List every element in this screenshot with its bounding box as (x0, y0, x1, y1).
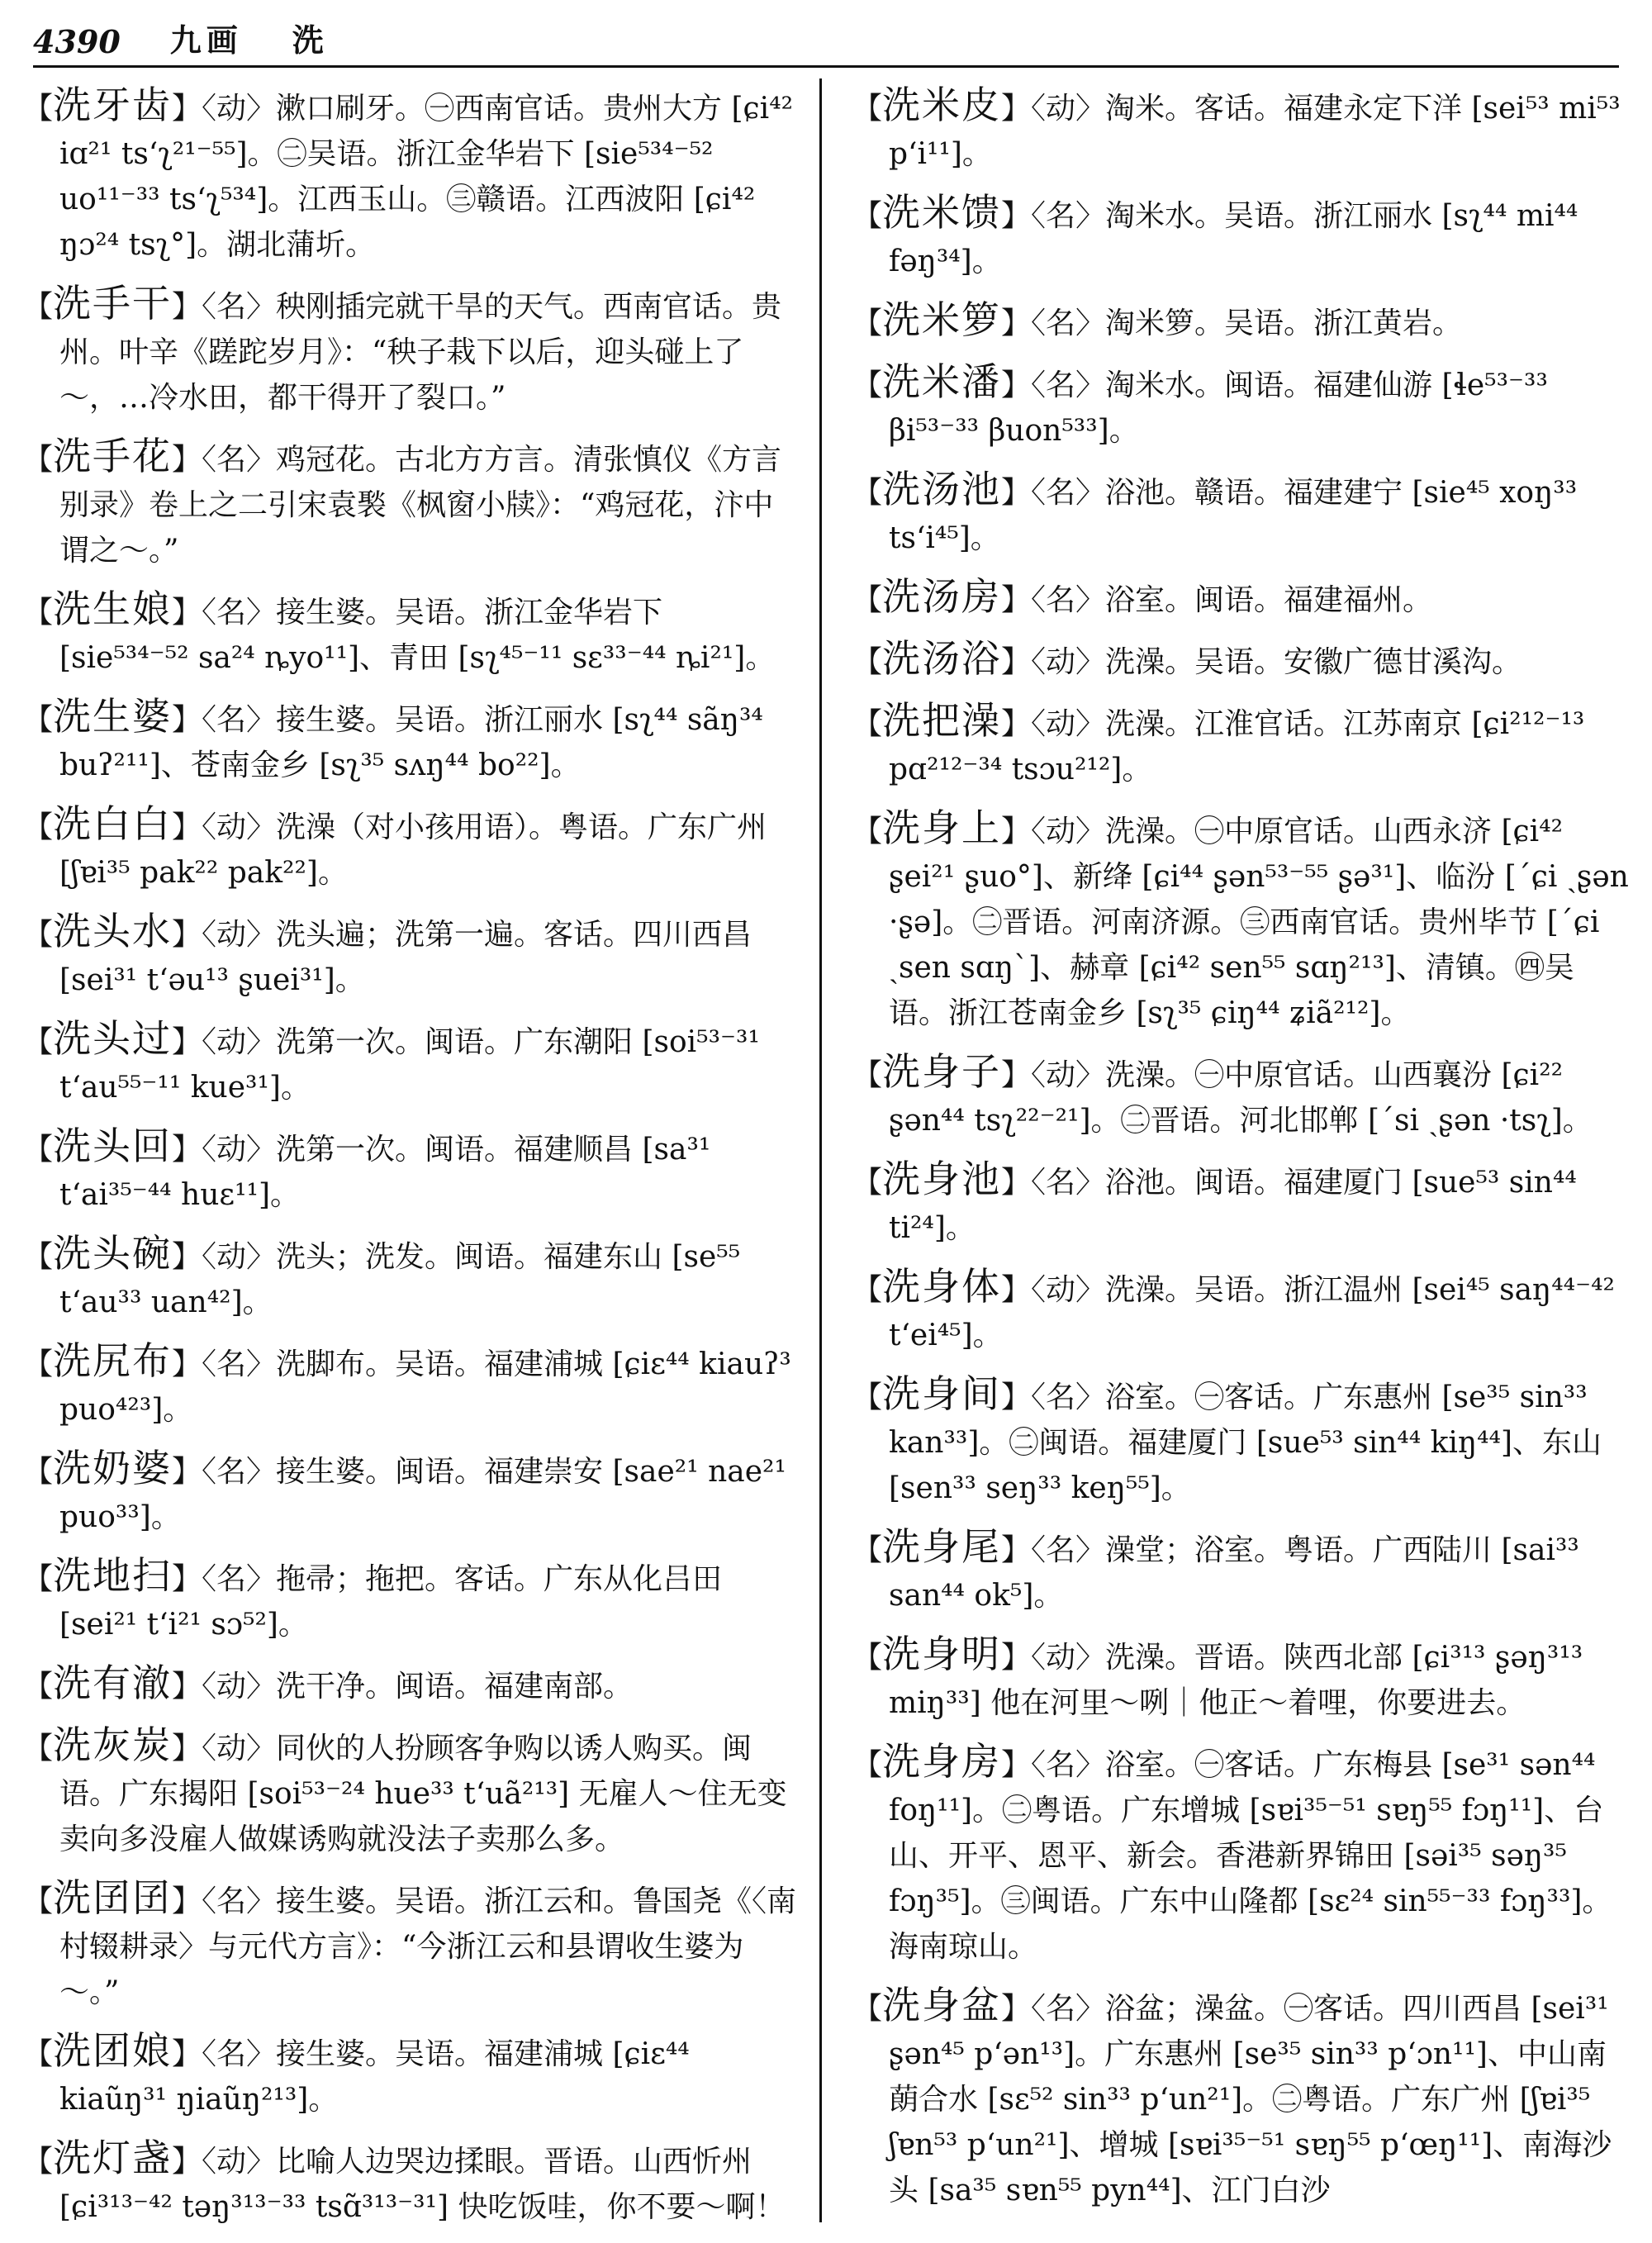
right-column (852, 83, 1629, 2226)
entry-definition: 〈名〉浴池。闽语。福建厦门 [sue⁵³ sin⁴⁴ ti²⁴]。 (889, 1166, 1577, 1245)
entry-headword: 洗身上 (882, 805, 1002, 850)
dictionary-entry: 【洗米箩】〈名〉淘米箩。吴语。浙江黄岩。 (852, 297, 1463, 342)
dictionary-entry: 【洗身上】〈动〉洗澡。㊀中原官话。山西永济 [ɕi⁴² ʂei²¹ ʂuo°]、新绛 [ɕi⁴⁴ ʂən⁵³⁻⁵⁵ ʂə³¹]、临汾 [ˊɕi ˏʂən ·ʂə]。㊁晋语。河南济源。㊂西南官话。贵州毕节 [ˊɕi ˏsen sɑŋˋ]、赫章 [ɕi⁴² sen⁵⁵ sɑŋ²¹³]、清镇。㊃吴语。浙江苍南金乡 [sʅ³⁵ ɕiŋ⁴⁴ ʑiã²¹²]。 (852, 805, 1629, 1030)
entry-headword: 洗把澡 (882, 698, 1002, 743)
entry-definition: 〈名〉淘米水。吴语。浙江丽水 [sʅ⁴⁴ mi⁴⁴ fəŋ³⁴]。 (889, 199, 1578, 278)
entry-headword: 洗身明 (882, 1632, 1002, 1676)
entry-headword: 洗米箩 (882, 297, 1002, 342)
dictionary-entry: 【洗汤房】〈名〉浴室。闽语。福建福州。 (852, 574, 1433, 619)
entry-definition: 〈动〉同伙的人扮顾客争购以诱人购买。闽语。广东揭阳 [soi⁵³⁻²⁴ hue³³ tʻuã²¹³] 无雇人～住无变卖向多没雇人做媒诱购就没法子卖那么多。 (59, 1732, 787, 1856)
dictionary-entry: 【洗手干】〈名〉秧刚插完就干旱的天气。西南官话。贵州。叶辛《蹉跎岁月》：“秧子栽下以后，迎头碰上了～，…冷水田，都干得开了裂口。” (23, 281, 782, 415)
section-char: 洗 (292, 21, 324, 59)
dictionary-entry: 【洗身子】〈动〉洗澡。㊀中原官话。山西襄汾 [ɕi²² ʂən⁴⁴ tsʅ²²⁻²¹]。㊁晋语。河北邯郸 [ˊsi ˏʂən ·tsʅ]。 (852, 1049, 1593, 1138)
dictionary-entry: 【洗奶婆】〈名〉接生婆。闽语。福建崇安 [sae²¹ nae²¹ puo³³]。 (23, 1446, 786, 1534)
entry-headword: 洗手干 (53, 281, 173, 326)
entry-headword: 洗团娘 (53, 2028, 173, 2073)
entry-definition: 〈动〉洗干净。闽语。福建南部。 (202, 1670, 634, 1704)
dictionary-entry: 【洗身间】〈名〉浴室。㊀客话。广东惠州 [se³⁵ sin³³ kan³³]。㊁闽语。福建厦门 [sue⁵³ sin⁴⁴ kiŋ⁴⁴]、东山 [sen³³ seŋ³³ keŋ⁵⁵]。 (852, 1371, 1602, 1505)
dictionary-entry: 【洗有澈】〈动〉洗干净。闽语。福建南部。 (23, 1661, 634, 1705)
entry-headword: 洗身房 (882, 1739, 1002, 1784)
dictionary-entry: 【洗汤池】〈名〉浴池。赣语。福建建宁 [sie⁴⁵ xoŋ³³ tsʻi⁴⁵]。 (852, 467, 1578, 555)
entry-headword: 洗身体 (882, 1264, 1002, 1309)
entry-headword: 洗尻布 (53, 1338, 173, 1383)
entry-definition: 〈名〉浴池。赣语。福建建宁 [sie⁴⁵ xoŋ³³ tsʻi⁴⁵]。 (889, 476, 1578, 555)
entry-definition: 〈动〉淘米。客话。福建永定下洋 [sei⁵³ mi⁵³ pʻi¹¹]。 (889, 92, 1621, 171)
entry-headword: 洗汤房 (882, 574, 1002, 619)
dictionary-entry: 【洗身体】〈动〉洗澡。吴语。浙江温州 [sei⁴⁵ saŋ⁴⁴⁻⁴² tʻei⁴⁵]。 (852, 1264, 1615, 1352)
dictionary-entry: 【洗身池】〈名〉浴池。闽语。福建厦门 [sue⁵³ sin⁴⁴ ti²⁴]。 (852, 1157, 1577, 1245)
dictionary-entry: 【洗头碗】〈动〉洗头；洗发。闽语。福建东山 [se⁵⁵ tʻau³³ uan⁴²]。 (23, 1231, 741, 1319)
entry-definition: 〈动〉洗澡。江淮官话。江苏南京 [ɕi²¹²⁻¹³ pɑ²¹²⁻³⁴ tsɔu²¹²]。 (889, 707, 1585, 786)
entry-definition: 〈名〉浴室。㊀客话。广东惠州 [se³⁵ sin³³ kan³³]。㊁闽语。福建厦门 [sue⁵³ sin⁴⁴ kiŋ⁴⁴]、东山 [sen³³ seŋ³³ keŋ⁵⁵]。 (889, 1380, 1602, 1505)
dictionary-entry: 【洗手花】〈名〉鸡冠花。古北方方言。清张慎仪《方言别录》卷上之二引宋袁褧《枫窗小牍》：“鸡冠花，汴中谓之～。” (23, 434, 782, 568)
dictionary-entry: 【洗灯盏】〈动〉比喻人边哭边揉眼。晋语。山西忻州 [ɕi³¹³⁻⁴² təŋ³¹³⁻³³ tsɑ̃³¹³⁻³¹] 快吃饭哇，你不要～啊！ (23, 2136, 786, 2224)
dictionary-entry: 【洗头水】〈动〉洗头遍；洗第一遍。客话。四川西昌 [sei³¹ tʻəu¹³ ʂuei³¹]。 (23, 909, 752, 997)
entry-definition: 〈名〉接生婆。吴语。浙江丽水 [sʅ⁴⁴ sãŋ³⁴ buʔ²¹¹]、苍南金乡 [sʅ³⁵ sʌŋ⁴⁴ bo²²]。 (59, 703, 763, 782)
entry-headword: 洗身子 (882, 1049, 1002, 1094)
entry-headword: 洗地扫 (53, 1553, 173, 1598)
entry-definition: 〈名〉澡堂；浴室。粤语。广西陆川 [sai³³ san⁴⁴ ok⁵]。 (889, 1533, 1579, 1613)
entry-headword: 洗手花 (53, 434, 173, 478)
dictionary-entry: 【洗米皮】〈动〉淘米。客话。福建永定下洋 [sei⁵³ mi⁵³ pʻi¹¹]。 (852, 83, 1621, 171)
entry-definition: 〈动〉洗澡。吴语。浙江温州 [sei⁴⁵ saŋ⁴⁴⁻⁴² tʻei⁴⁵]。 (889, 1273, 1615, 1352)
dictionary-entry: 【洗团娘】〈名〉接生婆。吴语。福建浦城 [ɕiɛ⁴⁴ kiaũŋ³¹ ŋiaũŋ²¹³]。 (23, 2028, 690, 2117)
dictionary-entry: 【洗身尾】〈名〉澡堂；浴室。粤语。广西陆川 [sai³³ san⁴⁴ ok⁵]。 (852, 1524, 1579, 1613)
entry-definition: 〈名〉接生婆。吴语。福建浦城 [ɕiɛ⁴⁴ kiaũŋ³¹ ŋiaũŋ²¹³]。 (59, 2037, 690, 2117)
section-label: 九画 (169, 21, 243, 59)
entry-headword: 洗米皮 (882, 83, 1002, 127)
entry-headword: 洗汤浴 (882, 636, 1002, 681)
entry-definition: 〈动〉洗澡。吴语。安徽广德甘溪沟。 (1031, 645, 1522, 679)
entry-headword: 洗头回 (53, 1124, 173, 1168)
dictionary-entry: 【洗身房】〈名〉浴室。㊀客话。广东梅县 [se³¹ sən⁴⁴ foŋ¹¹]。㊁粤语。广东增城 [sɐi³⁵⁻⁵¹ sɐŋ⁵⁵ fɔŋ¹¹]、台山、开平、恩平、新会。香港新界锦田 [səi³⁵ səŋ³⁵ fɔŋ³⁵]。㊂闽语。广东中山隆都 [sɛ²⁴ sin⁵⁵⁻³³ fɔŋ³³]。海南琼山。 (852, 1739, 1612, 1964)
entry-definition: 〈动〉洗澡。㊀中原官话。山西永济 [ɕi⁴² ʂei²¹ ʂuo°]、新绛 [ɕi⁴⁴ ʂən⁵³⁻⁵⁵ ʂə³¹]、临汾 [ˊɕi ˏʂən ·ʂə]。㊁晋语。河南济源。㊂西南官话。贵州毕节 [ˊɕi ˏsen sɑŋˋ]、赫章 [ɕi⁴² sen⁵⁵ sɑŋ²¹³]、清镇。㊃吴语。浙江苍南金乡 [sʅ³⁵ ɕiŋ⁴⁴ ʑiã²¹²]。 (889, 815, 1629, 1030)
dictionary-entry: 【洗汤浴】〈动〉洗澡。吴语。安徽广德甘溪沟。 (852, 636, 1522, 681)
dictionary-entry: 【洗头回】〈动〉洗第一次。闽语。福建顺昌 [sa³¹ tʻai³⁵⁻⁴⁴ huɛ¹¹]。 (23, 1124, 711, 1212)
entry-headword: 洗白白 (53, 801, 173, 846)
dictionary-entry: 【洗米馈】〈名〉淘米水。吴语。浙江丽水 [sʅ⁴⁴ mi⁴⁴ fəŋ³⁴]。 (852, 190, 1578, 278)
entry-definition: 〈动〉洗澡。晋语。陕西北部 [ɕi³¹³ ʂəŋ³¹³ miŋ³³] 他在河里～咧｜他正～着哩，你要进去。 (889, 1641, 1583, 1720)
entry-definition: 〈名〉浴盆；澡盆。㊀客话。四川西昌 [sei³¹ ʂən⁴⁵ pʻən¹³]。广东惠州 [se³⁵ sin³³ pʻɔn¹¹]、中山南蓢合水 [sɛ⁵² sin³³ pʻun²¹]。㊁粤语。广东广州 [ʃɐi³⁵ ʃɐn⁵³ pʻun²¹]、增城 [sɐi³⁵⁻⁵¹ sɐŋ⁵⁵ pʻœŋ¹¹]、南海沙头 [sa³⁵ sɐn⁵⁵ pyn⁴⁴]、江门白沙 (889, 1992, 1612, 2207)
entry-definition: 〈名〉淘米水。闽语。福建仙游 [ɬe⁵³⁻³³ βi⁵³⁻³³ βuon⁵³³]。 (889, 368, 1548, 448)
entry-headword: 洗头过 (53, 1016, 173, 1061)
entry-definition: 〈名〉浴室。闽语。福建福州。 (1031, 583, 1433, 617)
entry-definition: 〈动〉洗第一次。闽语。广东潮阳 [soi⁵³⁻³¹ tʻau⁵⁵⁻¹¹ kue³¹]。 (59, 1025, 760, 1105)
dictionary-entry: 【洗囝囝】〈名〉接生婆。吴语。浙江云和。鲁国尧《〈南村辍耕录〉与元代方言》：“今浙江云和县谓收生婆为～。” (23, 1875, 797, 2009)
entry-definition: 〈名〉接生婆。吴语。浙江金华岩下 [sie⁵³⁴⁻⁵² sa²⁴ ȵyo¹¹]、青田 [sʅ⁴⁵⁻¹¹ sɛ³³⁻⁴⁴ ȵi²¹]。 (59, 596, 776, 675)
left-column (23, 83, 800, 2243)
entry-headword: 洗身间 (882, 1371, 1002, 1416)
entry-headword: 洗汤池 (882, 467, 1002, 511)
dictionary-entry: 【洗米潘】〈名〉淘米水。闽语。福建仙游 [ɬe⁵³⁻³³ βi⁵³⁻³³ βuon⁵³³]。 (852, 359, 1548, 448)
entry-headword: 洗有澈 (53, 1661, 173, 1705)
entry-definition: 〈动〉比喻人边哭边揉眼。晋语。山西忻州 [ɕi³¹³⁻⁴² təŋ³¹³⁻³³ tsɑ̃³¹³⁻³¹] 快吃饭哇，你不要～啊！ (59, 2145, 786, 2224)
entry-headword: 洗囝囝 (53, 1875, 173, 1920)
entry-headword: 洗头水 (53, 909, 173, 953)
page-number: 4390 (33, 23, 121, 60)
entry-headword: 洗身盆 (882, 1983, 1002, 2027)
dictionary-entry: 【洗身盆】〈名〉浴盆；澡盆。㊀客话。四川西昌 [sei³¹ ʂən⁴⁵ pʻən¹³]。广东惠州 [se³⁵ sin³³ pʻɔn¹¹]、中山南蓢合水 [sɛ⁵² sin³³ pʻun²¹]。㊁粤语。广东广州 [ʃɐi³⁵ ʃɐn⁵³ pʻun²¹]、增城 [sɐi³⁵⁻⁵¹ sɐŋ⁵⁵ pʻœŋ¹¹]、南海沙头 [sa³⁵ sɐn⁵⁵ pyn⁴⁴]、江门白沙 (852, 1983, 1612, 2207)
entry-headword: 洗身尾 (882, 1524, 1002, 1569)
entry-headword: 洗米馈 (882, 190, 1002, 235)
entry-definition: 〈动〉洗第一次。闽语。福建顺昌 [sa³¹ tʻai³⁵⁻⁴⁴ huɛ¹¹]。 (59, 1133, 711, 1212)
entry-definition: 〈动〉漱口刷牙。㊀西南官话。贵州大方 [ɕi⁴² iɑ²¹ tsʻʅ²¹⁻⁵⁵]。㊁吴语。浙江金华岩下 [sie⁵³⁴⁻⁵² uo¹¹⁻³³ tsʻʅ⁵³⁴]。江西玉山。㊂赣语。江西波阳 [ɕi⁴² ŋɔ²⁴ tsʅ°]。湖北蒲圻。 (59, 92, 794, 262)
dictionary-entry: 【洗生娘】〈名〉接生婆。吴语。浙江金华岩下 [sie⁵³⁴⁻⁵² sa²⁴ ȵyo¹¹]、青田 [sʅ⁴⁵⁻¹¹ sɛ³³⁻⁴⁴ ȵi²¹]。 (23, 587, 776, 675)
entry-definition: 〈名〉洗脚布。吴语。福建浦城 [ɕiɛ⁴⁴ kiauʔ³ puo⁴²³]。 (59, 1347, 791, 1427)
entry-headword: 洗奶婆 (53, 1446, 173, 1490)
page-header (33, 15, 1619, 68)
entry-definition: 〈名〉拖帚；拖把。客话。广东从化吕田 [sei²¹ tʻi²¹ sɔ⁵²]。 (59, 1562, 723, 1642)
entry-definition: 〈动〉洗澡。㊀中原官话。山西襄汾 [ɕi²² ʂən⁴⁴ tsʅ²²⁻²¹]。㊁晋语。河北邯郸 [ˊsi ˏʂən ·tsʅ]。 (889, 1058, 1593, 1138)
entry-headword: 洗头碗 (53, 1231, 173, 1276)
entry-headword: 洗生婆 (53, 694, 173, 739)
entry-definition: 〈名〉接生婆。吴语。浙江云和。鲁国尧《〈南村辍耕录〉与元代方言》：“今浙江云和县谓收生婆为～。” (59, 1884, 797, 2009)
entry-definition: 〈名〉鸡冠花。古北方方言。清张慎仪《方言别录》卷上之二引宋袁褧《枫窗小牍》：“鸡冠花，汴中谓之～。” (59, 443, 782, 568)
entry-definition: 〈名〉淘米箩。吴语。浙江黄岩。 (1031, 307, 1463, 340)
entry-definition: 〈动〉洗澡（对小孩用语）。粤语。广东广州 [ʃɐi³⁵ pak²² pak²²]。 (59, 810, 767, 890)
entry-definition: 〈名〉接生婆。闽语。福建崇安 [sae²¹ nae²¹ puo³³]。 (59, 1455, 786, 1534)
entry-definition: 〈动〉洗头遍；洗第一遍。客话。四川西昌 [sei³¹ tʻəu¹³ ʂuei³¹]。 (59, 918, 752, 997)
entry-definition: 〈动〉洗头；洗发。闽语。福建东山 [se⁵⁵ tʻau³³ uan⁴²]。 (59, 1240, 741, 1319)
dictionary-entry: 【洗头过】〈动〉洗第一次。闽语。广东潮阳 [soi⁵³⁻³¹ tʻau⁵⁵⁻¹¹ kue³¹]。 (23, 1016, 760, 1105)
entry-headword: 洗灰炭 (53, 1723, 173, 1767)
column-divider (819, 78, 822, 2222)
entry-definition: 〈名〉浴室。㊀客话。广东梅县 [se³¹ sən⁴⁴ foŋ¹¹]。㊁粤语。广东增城 [sɐi³⁵⁻⁵¹ sɐŋ⁵⁵ fɔŋ¹¹]、台山、开平、恩平、新会。香港新界锦田 [səi³⁵ səŋ³⁵ fɔŋ³⁵]。㊂闽语。广东中山隆都 [sɛ²⁴ sin⁵⁵⁻³³ fɔŋ³³]。海南琼山。 (889, 1748, 1612, 1964)
entry-headword: 洗身池 (882, 1157, 1002, 1201)
dictionary-entry: 【洗尻布】〈名〉洗脚布。吴语。福建浦城 [ɕiɛ⁴⁴ kiauʔ³ puo⁴²³]。 (23, 1338, 791, 1427)
entry-headword: 洗灯盏 (53, 2136, 173, 2180)
entry-headword: 洗米潘 (882, 359, 1002, 404)
dictionary-entry: 【洗灰炭】〈动〉同伙的人扮顾客争购以诱人购买。闽语。广东揭阳 [soi⁵³⁻²⁴ hue³³ tʻuã²¹³] 无雇人～住无变卖向多没雇人做媒诱购就没法子卖那么多。 (23, 1723, 787, 1856)
dictionary-entry: 【洗地扫】〈名〉拖帚；拖把。客话。广东从化吕田 [sei²¹ tʻi²¹ sɔ⁵²]。 (23, 1553, 723, 1642)
dictionary-entry: 【洗把澡】〈动〉洗澡。江淮官话。江苏南京 [ɕi²¹²⁻¹³ pɑ²¹²⁻³⁴ tsɔu²¹²]。 (852, 698, 1585, 786)
dictionary-entry: 【洗白白】〈动〉洗澡（对小孩用语）。粤语。广东广州 [ʃɐi³⁵ pak²² pak²²]。 (23, 801, 767, 890)
dictionary-entry: 【洗牙齿】〈动〉漱口刷牙。㊀西南官话。贵州大方 [ɕi⁴² iɑ²¹ tsʻʅ²¹⁻⁵⁵]。㊁吴语。浙江金华岩下 [sie⁵³⁴⁻⁵² uo¹¹⁻³³ tsʻʅ⁵³⁴]。江西玉山。㊂赣语。江西波阳 [ɕi⁴² ŋɔ²⁴ tsʅ°]。湖北蒲圻。 (23, 83, 794, 262)
entry-definition: 〈名〉秧刚插完就干旱的天气。西南官话。贵州。叶辛《蹉跎岁月》：“秧子栽下以后，迎头碰上了～，…冷水田，都干得开了裂口。” (59, 290, 782, 415)
entry-headword: 洗牙齿 (53, 83, 173, 127)
dictionary-entry: 【洗生婆】〈名〉接生婆。吴语。浙江丽水 [sʅ⁴⁴ sãŋ³⁴ buʔ²¹¹]、苍南金乡 [sʅ³⁵ sʌŋ⁴⁴ bo²²]。 (23, 694, 763, 782)
entry-headword: 洗生娘 (53, 587, 173, 631)
dictionary-entry: 【洗身明】〈动〉洗澡。晋语。陕西北部 [ɕi³¹³ ʂəŋ³¹³ miŋ³³] 他在河里～咧｜他正～着哩，你要进去。 (852, 1632, 1583, 1720)
